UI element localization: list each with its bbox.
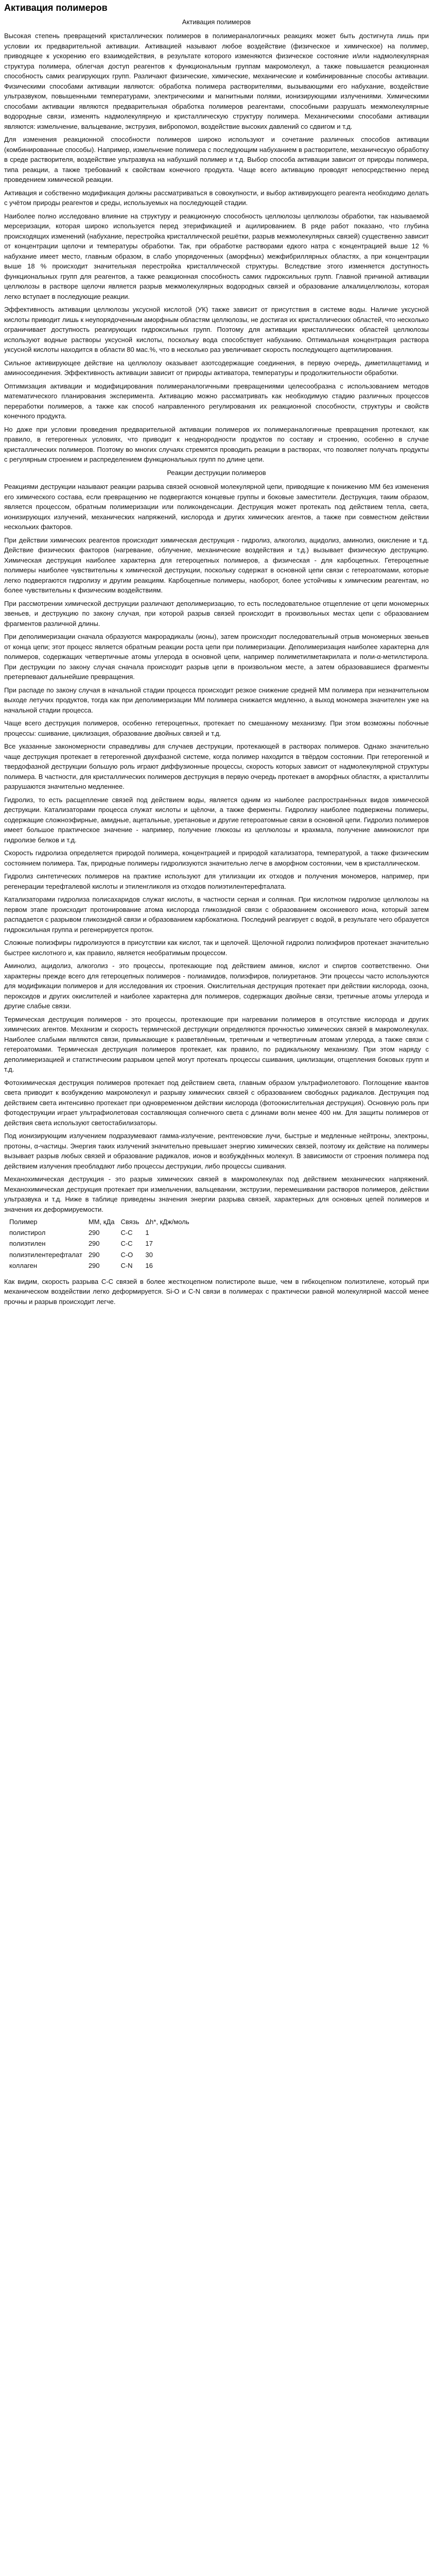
- paragraph: Скорость гидролиза определяется природой полимера, концентрацией и природой катализатора, температурой, а также физическим состоянием полимера. Так, природные полимеры гидролизуются значительно легче в аморфном состоянии, чем в кристаллическом.: [4, 849, 429, 867]
- table-cell: 290: [88, 1262, 100, 1270]
- paragraph: Сильное активирующее действие на целлюлозу оказывает азотсодержащие соединения, в первую очередь, диметилацетамид и аминосоединения. Эффективность активации зависит от природы активатора, температуры и продолжительности обработки.: [4, 359, 429, 377]
- section-heading-destruction: Реакции деструкции полимеров: [167, 468, 266, 477]
- table-cell: 16: [145, 1262, 153, 1270]
- paragraph: Наиболее полно исследовано влияние на структуру и реакционную способность целлюлозы целлюлозы обработки, так называемой мерсеризации, которая широко используется перед этерификацией и ацилированием. В ряде работ показано, что глубина происходящих изменений (набухание, перестройка кристаллической решётки, разрыв межмолекулярных связей) существенно зависит от концентрации щелочи и температуры обработки. Так, при обработке растворами едкого натра с концентрацией выше 12 % набухание имеет место, главным образом, в слабо упорядоченных (аморфных) межфибриллярных областях, а при концентрации выше 18 % происходит значительная перестройка кристаллической структуры. Вследствие этого изменяется доступность функциональных групп для реагентов, а также реакционная способность самих гидроксильных групп. Главной причиной активации целлюлозы в растворе щелочи является разрыв межмолекулярных водородных связей и образование алкалицеллюлозы, которая легко вступает в последующие реакции.: [4, 212, 429, 300]
- paragraph: Аминолиз, ацидолиз, алкоголиз - это процессы, протекающие под действием аминов, кислот и спиртов соответственно. Они характерны прежде всего для гетероцепных полимеров - полиамидов, полиэфиров, полиуретанов. Эти процессы часто используются для модификации полимеров и для исследования их строения. Окислительная деструкция протекает при действии кислорода, озона, пероксидов и других окислителей и наиболее характерна для полимеров, содержащих двойные связи, третичные атомы углерода и другие слабые связи.: [4, 962, 429, 1010]
- table-cell: полиэтилентерефталат: [9, 1250, 82, 1259]
- table-row: [8, 1249, 195, 1261]
- table-cell: коллаген: [9, 1262, 38, 1270]
- paragraph: Высокая степень превращений кристаллических полимеров в полимераналогичных реакциях может быть достигнута лишь при условии их предварительной активации. Активацией называют любое воздействие (физическое и химическое) на полимер, приводящее к ускорению его взаимодействия, в результате которого изменяются физическое состояние и/или надмолекулярная структура полимера, облегчая доступ реагентов к функциональным группам макромолекул, а также повышается реакционная способность самих реагирующих групп. Различают физические, химические, механические и комбинированные способы активации. Физическими способами активации являются: обработка полимера растворителями, вызывающими его набухание, воздействие ультразвуком, повышенными температурами, электрическими и магнитными полями, ионизирующими излучениями. Химическими способами активации являются предварительная обработка полимеров реагентами, способными разрушать межмолекулярные водородные связи, изменять надмолекулярную и кристаллическую структуру полимера. Механическими способами активации являются: измельчение, вальцевание, экструзия, вибропомол, воздействие высоких давлений со сдвигом и т.д.: [4, 32, 429, 130]
- paragraph: При деполимеризации сначала образуются макрорадикалы (ионы), затем происходит последовательный отрыв мономерных звеньев от конца цепи; этот процесс является обратным реакции роста цепи при полимеризации. Деполимеризация наиболее характерна для полимеров, содержащих четвертичные атомы углерода в основной цепи, например полиметилметакрилата и поли-α-метилстирола. При деструкции по закону случая сначала происходит разрыв цепи в произвольном месте, а затем образовавшиеся фрагменты претерпевают дальнейшие превращения.: [4, 633, 429, 681]
- table-row: [8, 1260, 195, 1272]
- paragraph: Термическая деструкция полимеров - это процессы, протекающие при нагревании полимеров в отсутствие кислорода и других химических агентов. Механизм и скорость термической деструкции определяются прочностью химических связей в макромолекулах. Наиболее слабыми являются связи, примыкающие к разветвлённым, третичным и четвертичным атомам углерода, а также связи с гетероатомами. Термическая деструкция полимеров протекает, как правило, по радикальному механизму. При этом наряду с деполимеризацией и статистическим разрывом цепей могут протекать процессы сшивания, циклизации, отщепления боковых групп и т.д.: [4, 1015, 429, 1073]
- table-header-cell: Связь: [120, 1218, 139, 1226]
- table-cell: 290: [88, 1250, 100, 1259]
- table-cell: 290: [88, 1228, 100, 1236]
- table-cell: 290: [88, 1240, 100, 1248]
- table-header-cell: Δh*, кДж/моль: [145, 1218, 189, 1226]
- paragraph: Под ионизирующим излучением подразумевают гамма-излучение, рентгеновские лучи, быстрые и медленные нейтроны, электроны, протоны, α-частицы. Энергия таких излучений значительно превышает энергию химических связей, поэтому их действие на полимеры вызывает разрыв любых связей и образование радикалов, ионов и возбуждённых молекул. В зависимости от строения полимера под действием излучения преобладают либо процессы деструкции, либо процессы сшивания.: [4, 1132, 429, 1170]
- table-cell: C-C: [120, 1240, 133, 1248]
- table-cell: 17: [145, 1240, 153, 1248]
- paragraph: Катализаторами гидролиза полисахаридов служат кислоты, в частности серная и соляная. При кислотном гидролизе целлюлозы на первом этапе происходит протонирование атома кислорода гликозидной связи с образованием оксониевого иона, который затем распадается с разрывом гликозидной связи и образованием карбокатиона. Последний реагирует с водой, в результате чего образуется гидроксильная группа и регенерируется протон.: [4, 895, 429, 934]
- paragraph: Реакциями деструкции называют реакции разрыва связей основной молекулярной цепи, приводящие к понижению ММ без изменения его химического состава, если превращению не подвергаются концевые группы и боковые заместители. Деструкция, таким образом, является процессом, обратным полимеризации или поликонденсации. Деструкция может протекать под действием тепла, света, ионизирующих излучений, механических напряжений, кислорода и других химических агентов, а также при совместном действии нескольких факторов.: [4, 483, 429, 531]
- table-cell: полистирол: [9, 1228, 46, 1236]
- paragraph: Как видим, скорость разрыва С-С связей в более жесткоцепном полистироле выше, чем в гибкоцепном полиэтилене, который при механическом воздействии легко деформируется. Si-O и C-N связи в полимерах с практически равной молекулярной массой менее прочны и разрыв происходит легче.: [4, 1277, 429, 1306]
- paragraph: При действии химических реагентов происходит химическая деструкция - гидролиз, алкоголиз, ацидолиз, аминолиз, окисление и т.д. Действие физических факторов (нагревание, облучение, механические воздействия и т.д.) вызывает физическую деструкцию. Химическая деструкция наиболее характерна для гетероцепных полимеров, а физическая - для карбоцепных. Гетероцепные полимеры наиболее чувствительны к химической деструкции, поскольку содержат в основной цепи связи с гетероатомами, которые легко подвергаются гидролизу и другим реакциям. Карбоцепные полимеры, наоборот, более устойчивы к химическим реагентам, но более чувствительны к физическим воздействиям.: [4, 536, 429, 594]
- bond-energy-table: [8, 1217, 195, 1272]
- table-cell: 30: [145, 1250, 153, 1259]
- table-row: [8, 1227, 195, 1239]
- paragraph: При распаде по закону случая в начальной стадии процесса происходит резкое снижение средней ММ полимера при незначительном выходе летучих продуктов, тогда как при деполимеризации ММ полимера снижается медленно, а выход мономера значителен уже на начальной стадии процесса.: [4, 686, 429, 714]
- paragraph: Сложные полиэфиры гидролизуются в присутствии как кислот, так и щелочей. Щелочной гидролиз полиэфиров протекает значительно быстрее кислотного и, как правило, является необратимым процессом.: [4, 939, 429, 957]
- table-header-cell: ММ, кДа: [88, 1218, 115, 1226]
- paragraph: Оптимизация активации и модифицирования полимераналогичными превращениями целесообразна с использованием методов математического планирования эксперимента. Активацию можно рассматривать как необходимую стадию различных процессов переработки полимеров, а также как способ направленного регулирования их реакционной способности, структуры и свойств конечного продукта.: [4, 382, 429, 420]
- section-heading-activation: Активация полимеров: [182, 18, 251, 26]
- paragraph: Гидролиз, то есть расщепление связей под действием воды, является одним из наиболее распространённых видов химической деструкции. Катализаторами процесса служат кислоты и щёлочи, а также ферменты. Гидролизу наиболее подвержены полимеры, содержащие сложноэфирные, амидные, ацетальные, уретановые и другие гетероатомные связи в основной цепи. Гидролиз полимеров имеет большое практическое значение - например, получение глюкозы из целлюлозы и крахмала, получение аминокислот при гидролизе белков и т.д.: [4, 795, 429, 844]
- table-cell: полиэтилен: [9, 1240, 46, 1248]
- paragraph: Все указанные закономерности справедливы для случаев деструкции, протекающей в растворах полимеров. Однако значительно чаще деструкция протекает в гетерогенной двухфазной системе, когда полимер находится в твёрдом состоянии. При гетерогенной и твердофазной деструкции большую роль играют диффузионные процессы, скорость которых зависит от надмолекулярной структуры полимера. В частности, для кристаллических полимеров деструкция в первую очередь протекает в аморфных областях, а кристаллиты разрушаются значительно медленнее.: [4, 742, 429, 790]
- table-cell: C-C: [120, 1228, 133, 1236]
- paragraph: Для изменения реакционной способности полимеров широко используют и сочетание различных способов активации (комбинированные способы). Например, измельчение полимера с последующим набуханием в растворителе, механическую обработку в среде растворителя, воздействие ультразвука на набухший полимер и т.д. Выбор способа активации зависит от природы полимера, типа реакции, а также требований к свойствам конечного продукта. Чаще всего активацию проводят непосредственно перед проведением химической реакции.: [4, 135, 429, 183]
- table-row: [8, 1238, 195, 1249]
- paragraph: Но даже при условии проведения предварительной активации полимеров их полимераналогичные превращения протекают, как правило, в гетерогенных условиях, что приводит к неоднородности продуктов по составу и строению, особенно в случае кристаллических полимеров. Поэтому во многих случаях стремятся проводить реакции в растворах, что позволяет получать продукты с регулярным строением и распределением функциональных групп по длине цепи.: [4, 425, 429, 463]
- page-title: Активация полимеров: [4, 3, 108, 13]
- table-header-row: [8, 1217, 195, 1227]
- paragraph: Фотохимическая деструкция полимеров протекает под действием света, главным образом ультрафиолетового. Поглощение квантов света приводит к возбуждению макромолекул и разрыву химических связей с образованием свободных радикалов. Деструкция под действием света интенсивно протекает при одновременном действии кислорода (фотоокислительная деструкция). Основную роль при фотодеструкции играет ультрафиолетовая составляющая солнечного света с длинами волн менее 400 нм. Для защиты полимеров от действия света используют светостабилизаторы.: [4, 1078, 429, 1127]
- paragraph: При рассмотрении химической деструкции различают деполимеризацию, то есть последовательное отщепление от цепи мономерных звеньев, и деструкцию по закону случая, при которой разрыв связей происходит в произвольных местах цепи с образованием фрагментов различной длины.: [4, 599, 429, 628]
- paragraph: Механохимическая деструкция - это разрыв химических связей в макромолекулах под действием механических напряжений. Механохимическая деструкция протекает при измельчении, вальцевании, экструзии, перемешивании растворов полимеров, действии ультразвука и т.д. Ниже в таблице приведены значения энергии разрыва связей, характерных для основных цепей полимеров и значения их деформируемости.: [4, 1175, 429, 1213]
- paragraph: Активация и собственно модификация должны рассматриваться в совокупности, и выбор активирующего реагента необходимо делать с учётом природы реагентов и среды, используемых на последующей стадии.: [4, 189, 429, 207]
- table-cell: 1: [145, 1228, 149, 1236]
- paragraph: Чаще всего деструкция полимеров, особенно гетероцепных, протекает по смешанному механизму. При этом возможны побочные процессы: сшивание, циклизация, образование двойных связей и т.д.: [4, 719, 429, 737]
- paragraph: Эффективность активации целлюлозы уксусной кислотой (УК) также зависит от присутствия в системе воды. Наличие уксусной кислоты приводит лишь к неупорядоченным аморфным областям целлюлозы, не достигая их кристаллических областей, что несколько ограничивает доступность реагирующих гидроксильных групп. Поэтому для активации кристаллических областей целлюлозы используют водные растворы уксусной кислоты, поскольку вода способствует набуханию. Оптимальная концентрация раствора уксусной кислоты находится в области 80 мас.%, что в несколько раз увеличивает скорость последующего ацетилирования.: [4, 306, 429, 353]
- table-header-cell: Полимер: [9, 1218, 38, 1226]
- table-cell: C-O: [120, 1250, 133, 1259]
- paragraph: Гидролиз синтетических полимеров на практике используют для утилизации их отходов и получения мономеров, например, при регенерации терефталевой кислоты и этиленгликоля из отходов полиэтилентерефталата.: [4, 872, 429, 890]
- table-cell: C-N: [120, 1262, 133, 1270]
